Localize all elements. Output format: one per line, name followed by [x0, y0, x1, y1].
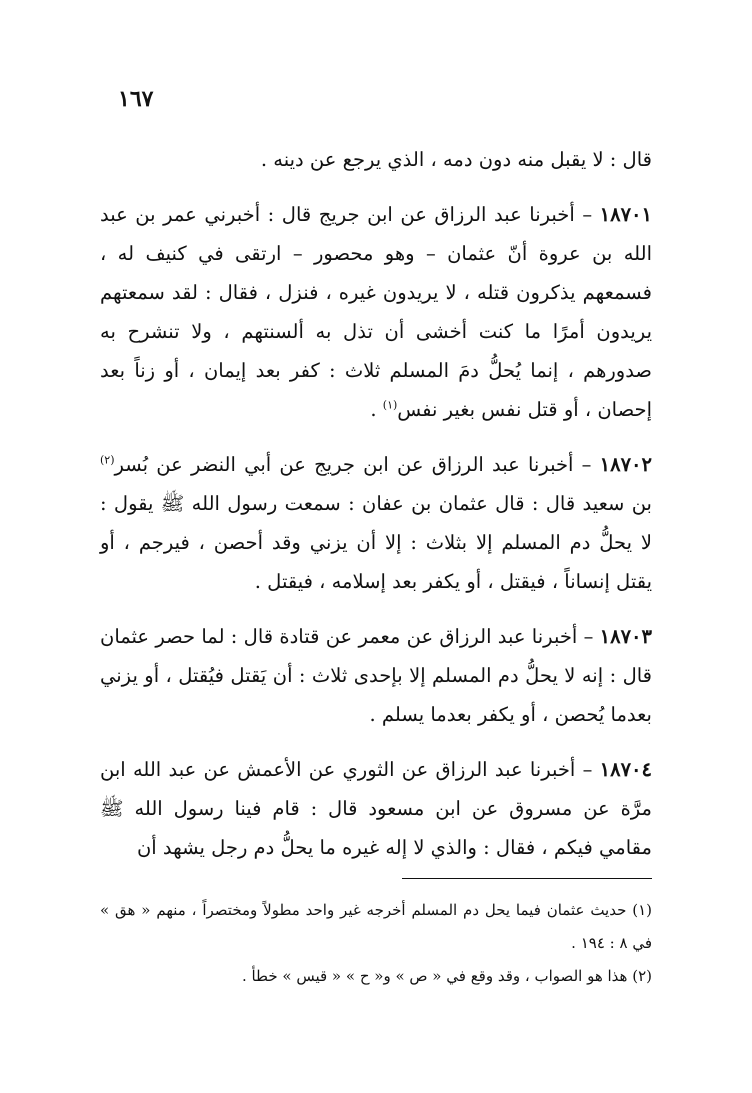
paragraph-text: قال : لا يقبل منه دون دمه ، الذي يرجع عن دينه . [260, 148, 652, 171]
footnote-2: (٢) هذا هو الصواب ، وقد وقع في « ص » و« ح » « قيس » خطأ . [241, 967, 652, 985]
hadith-number: ١٨٧٠٣ [599, 625, 653, 648]
footnote-1: (١) حديث عثمان فيما يحل دم المسلم أخرجه غير واحد مطولاً ومختصراً ، منهم « هق » في ٨ : ١٩٤ . [100, 901, 652, 952]
hadith-text-tail: بن سعيد قال : قال عثمان بن عفان : سمعت رسول الله ﷺ يقول : لا يحلُّ دم المسلم إلا بثلاث : إلا أن يزني وقد أحصن ، فيرجم ، أو يقتل إنساناً ، فيقتل ، أو يكفر بعد إسلامه ، فيقتل . [100, 492, 652, 593]
hadith-number: ١٨٧٠٢ [599, 453, 652, 476]
hadith-18703 [100, 617, 652, 734]
hadith-text: – أخبرنا عبد الرزاق عن ابن جريج عن أبي النضر عن بُسر [114, 453, 592, 476]
hadith-number: ١٨٧٠١ [599, 203, 652, 226]
hadith-text: – أخبرنا عبد الرزاق عن معمر عن قتادة قال : لما حصر عثمان قال : إنه لا يحلُّ دم المسلم إلا بإحدى ثلاث : أن يَقتل فيُقتل ، أو يزني بعدما يُحصن ، أو يكفر بعدما يسلم . [100, 625, 652, 726]
hadith-number: ١٨٧٠٤ [599, 758, 652, 781]
footnote-ref: (١) [382, 398, 398, 412]
hadith-text: – أخبرنا عبد الرزاق عن ابن جريج قال : أخبرني عمر بن عبد الله بن عروة أنّ عثمان – وهو محصور – ارتقى في كنيف له ، فسمعهم يذكرون قتله ، لا يريدون غيره ، فنزل ، فقال : لقد سمعتهم يريدون أمرًا ما كنت أخشى أن تذل به ألسنتهم ، ولا تنشرح به صدورهم ، إنما يُحلُّ دمَ المسلم ثلاث : كفر بعد إيمان ، أو زناً بعد إحصان ، أو قتل نفس بغير نفس [100, 203, 652, 421]
hadith-18704 [100, 750, 652, 867]
footnote-ref: (٢) [100, 453, 115, 467]
hadith-18701 [100, 195, 652, 429]
hadith-text: – أخبرنا عبد الرزاق عن الثوري عن الأعمش عن عبد الله ابن مرَّة عن مسروق عن ابن مسعود قال : قام فينا رسول الله ﷺ مقامي فيكم ، فقال : والذي لا إله غيره ما يحلُّ دم رجل يشهد أن [100, 758, 652, 859]
page-number: ١٦٧ [118, 86, 154, 112]
footnote-divider [402, 878, 652, 879]
paragraph-intro [100, 140, 652, 179]
hadith-text-tail: . [370, 398, 383, 421]
hadith-18702 [100, 445, 652, 601]
main-text [100, 140, 652, 867]
footnotes [100, 894, 652, 993]
